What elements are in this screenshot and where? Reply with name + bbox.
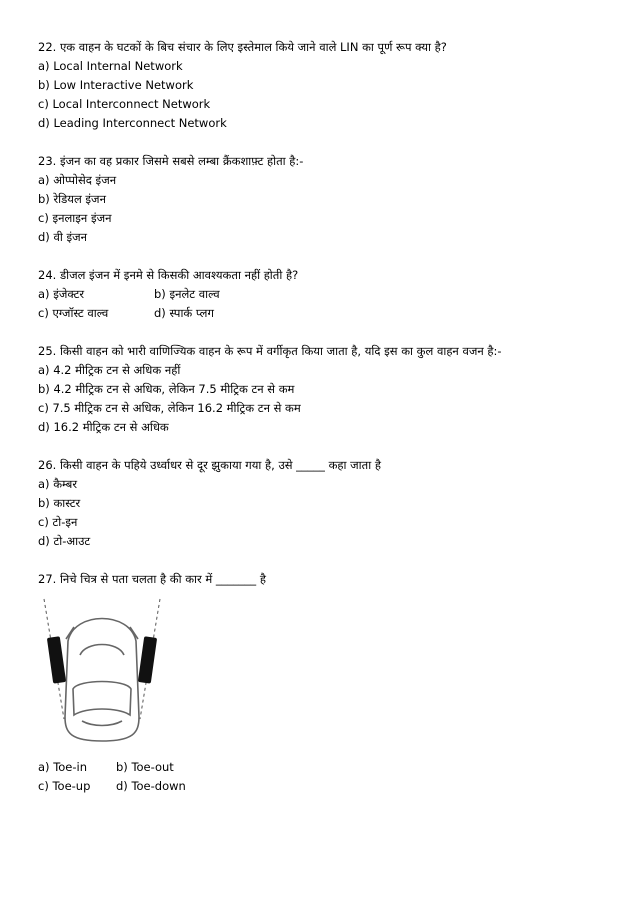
option-a: a) Toe-in (38, 760, 88, 774)
option-c: c) एग्जॉस्ट वाल्व (38, 306, 109, 320)
option-d: d) Leading Interconnect Network (38, 116, 227, 130)
question-23 (38, 152, 618, 247)
question-24 (38, 266, 618, 323)
option-row (38, 285, 618, 304)
option-c: c) टो-इन (38, 515, 78, 529)
question-paper (38, 38, 618, 815)
option-b: b) Low Interactive Network (38, 78, 194, 92)
option-d: d) वी इंजन (38, 230, 88, 244)
question-text: 23. इंजन का वह प्रकार जिसमे सबसे लम्बा क्रैंकशाफ़्ट होता है:- (38, 154, 304, 168)
question-27 (38, 570, 618, 796)
option-d: d) 16.2 मीट्रिक टन से अधिक (38, 420, 169, 434)
option-row (38, 777, 618, 796)
front-right-tyre-icon (138, 636, 157, 683)
option-c: c) इनलाइन इंजन (38, 211, 112, 225)
question-22 (38, 38, 618, 133)
question-text: 22. एक वाहन के घटकों के बिच संचार के लिए इस्तेमाल किये जाने वाले LIN का पूर्ण रूप क्या है? (38, 40, 447, 54)
option-d: d) Toe-down (116, 779, 186, 793)
option-row (38, 304, 618, 323)
question-25 (38, 342, 618, 437)
option-a: a) इंजेक्टर (38, 287, 85, 301)
option-a: a) कैम्बर (38, 477, 78, 491)
question-26 (38, 456, 618, 551)
question-text: 25. किसी वाहन को भारी वाणिज्यिक वाहन के रूप में वर्गीकृत किया जाता है, यदि इस का कुल वाहन वजन है:- (38, 344, 502, 358)
option-a: a) ओप्पोसेद इंजन (38, 173, 117, 187)
question-text: 24. डीजल इंजन में इनमे से किसकी आवश्यकता नहीं होती है? (38, 268, 299, 282)
option-b: b) रेडियल इंजन (38, 192, 106, 206)
option-d: d) स्पार्क प्लग (154, 306, 214, 320)
option-b: b) Toe-out (116, 760, 174, 774)
car-toe-diagram (38, 597, 188, 747)
question-text: 27. निचे चित्र से पता चलता है की कार में _______ है (38, 572, 266, 586)
option-c: c) Local Interconnect Network (38, 97, 211, 111)
option-c: c) 7.5 मीट्रिक टन से अधिक, लेकिन 16.2 मीट्रिक टन से कम (38, 401, 301, 415)
option-d: d) टो-आउट (38, 534, 91, 548)
option-a: a) Local Internal Network (38, 59, 183, 73)
option-b: b) इनलेट वाल्व (154, 287, 220, 301)
option-a: a) 4.2 मीट्रिक टन से अधिक नहीं (38, 363, 181, 377)
car-body-icon (65, 619, 139, 742)
option-row (38, 758, 618, 777)
option-c: c) Toe-up (38, 779, 91, 793)
front-left-tyre-icon (47, 636, 66, 683)
question-text: 26. किसी वाहन के पहिये उर्ध्वाधर से दूर झुकाया गया है, उसे _____ कहा जाता है (38, 458, 381, 472)
option-b: b) कास्टर (38, 496, 81, 510)
option-b: b) 4.2 मीट्रिक टन से अधिक, लेकिन 7.5 मीट्रिक टन से कम (38, 382, 295, 396)
